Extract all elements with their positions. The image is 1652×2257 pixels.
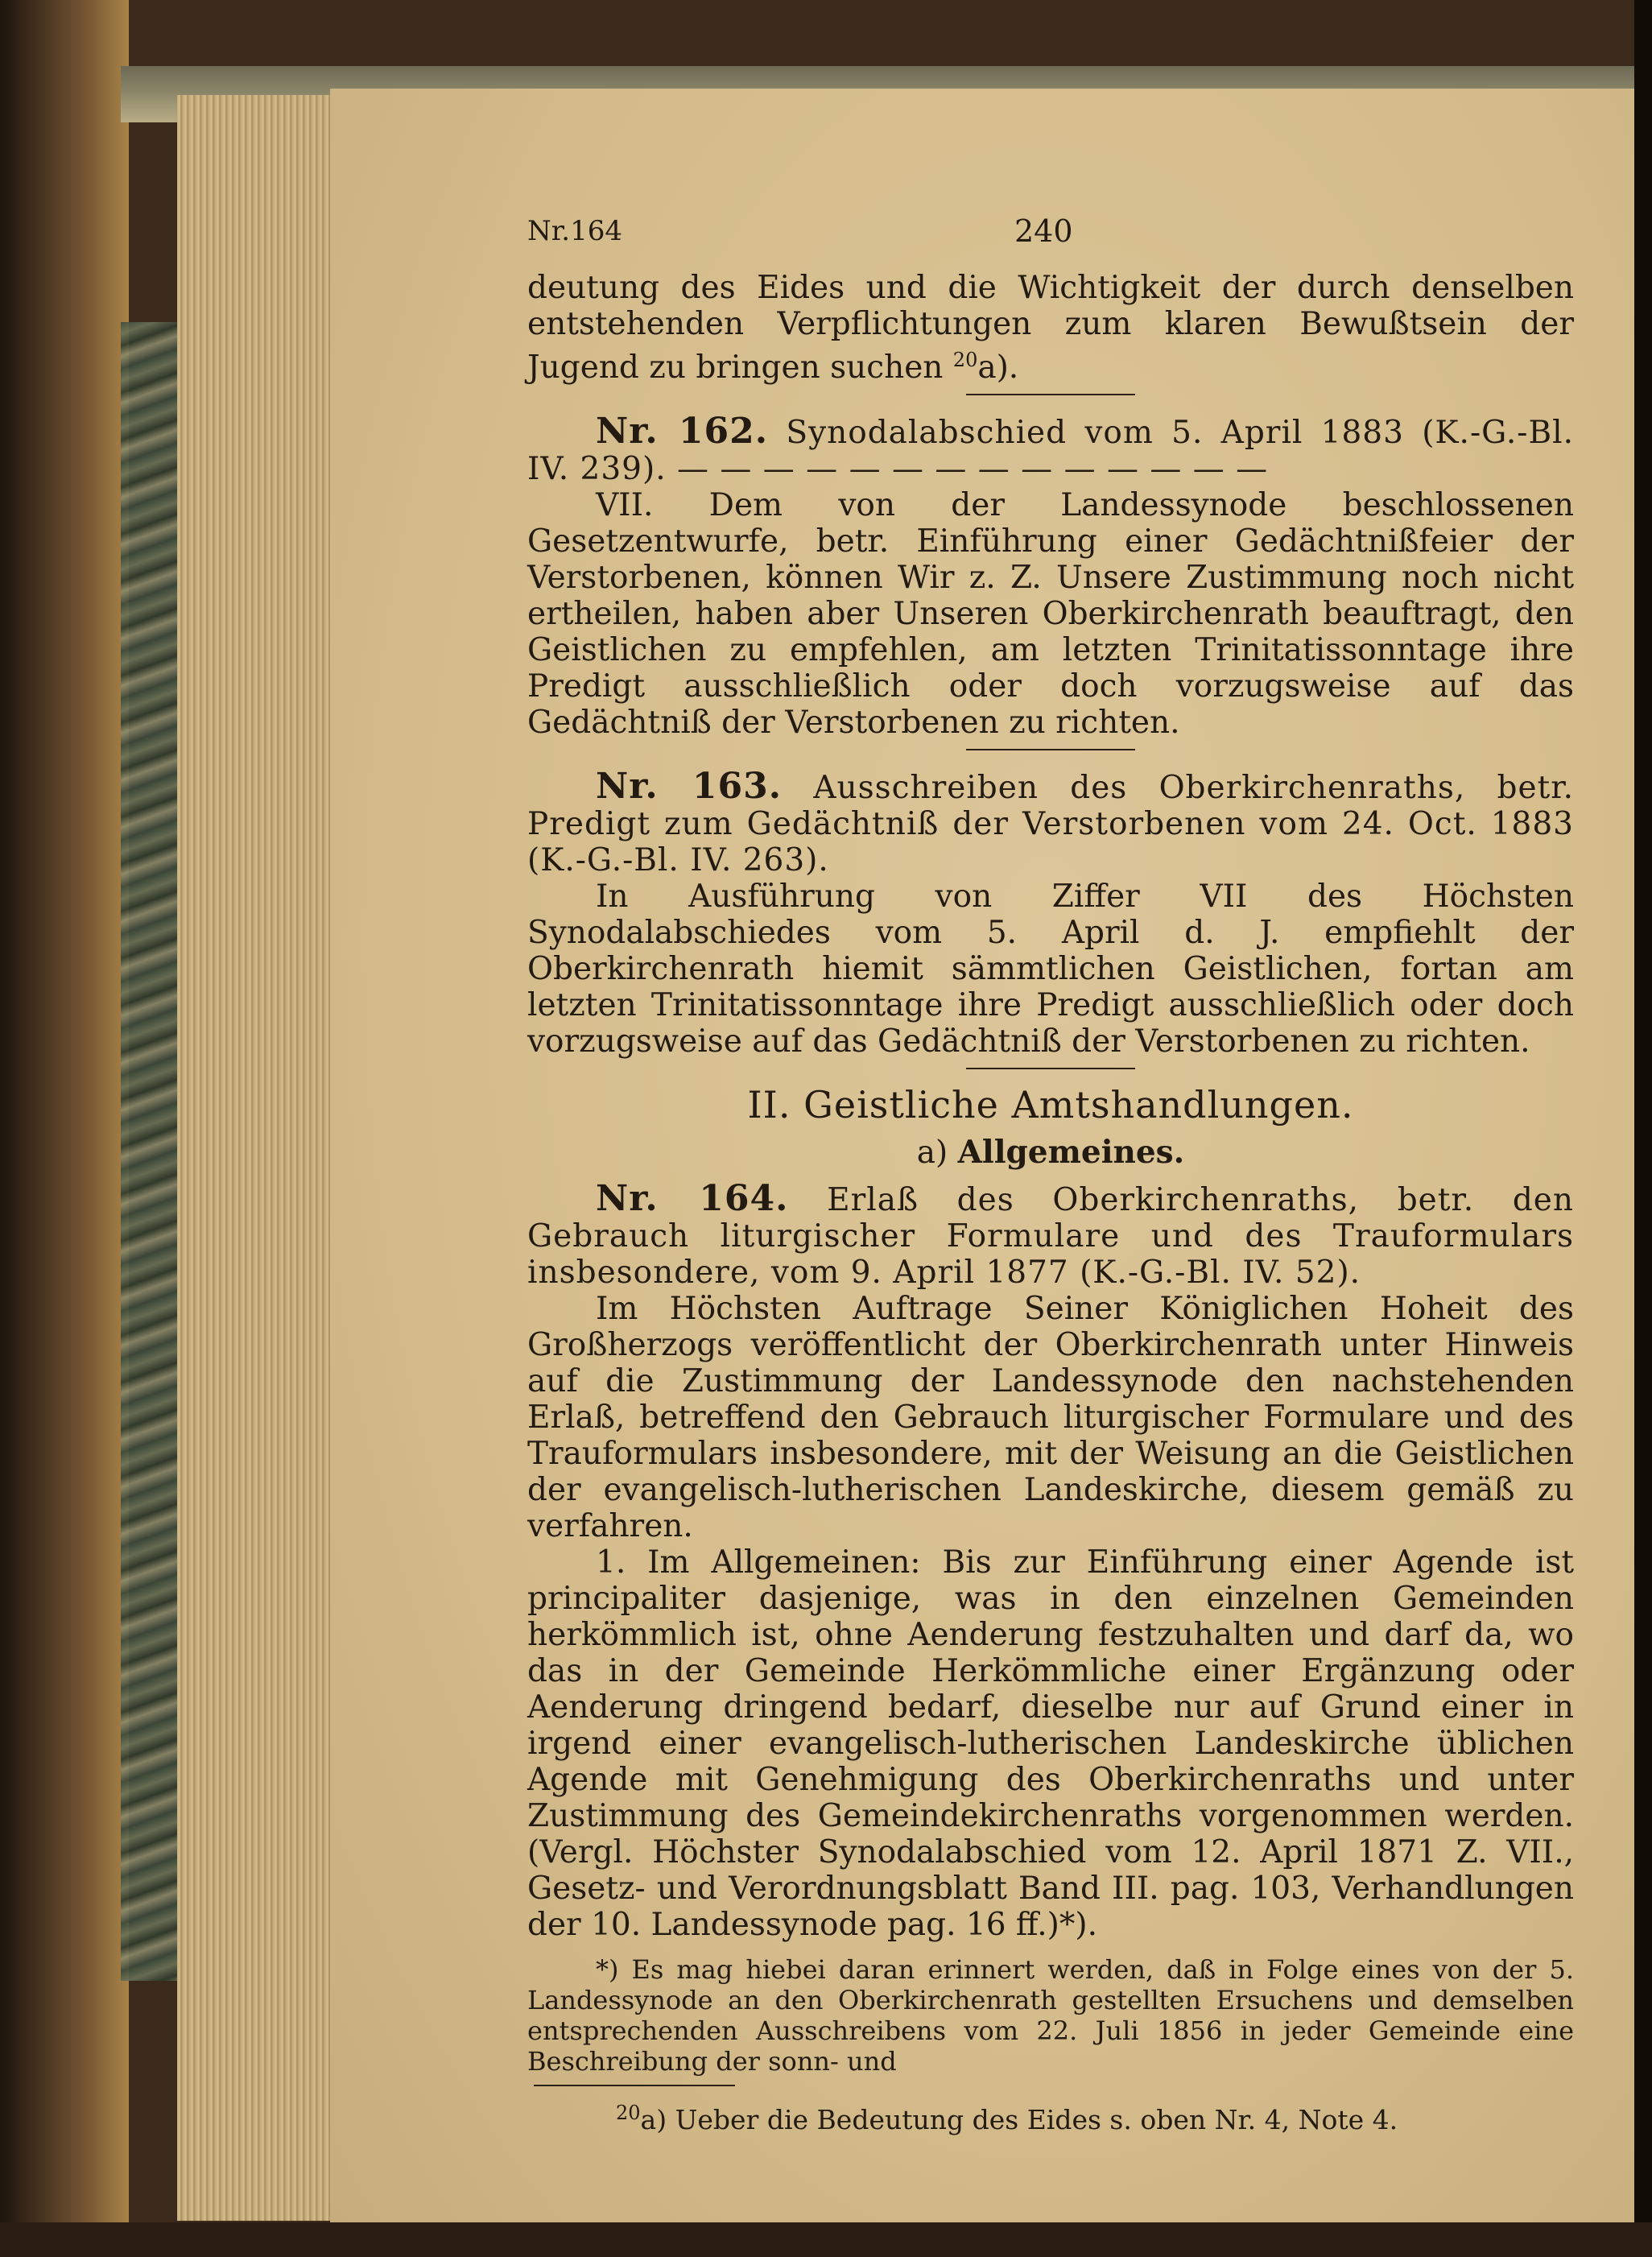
entry-164-number: Nr. 164.: [596, 1178, 789, 1219]
entry-164-title: Nr. 164. Erlaß des Oberkirchenraths, betr. den Gebrauch liturgischer Formulare und des Trauformulars insbesondere, vom 9. April 1877 (K.-G.-Bl. IV. 52).: [527, 1178, 1574, 1291]
entry-162-number: Nr. 162.: [596, 411, 769, 452]
marbled-cover-edge: [121, 322, 177, 1981]
running-head-number: Nr.164: [527, 215, 622, 247]
section-heading: II. Geistliche Amtshandlungen.: [747, 1083, 1354, 1126]
right-shadow: [1634, 0, 1652, 2257]
bottom-shadow: [0, 2222, 1652, 2257]
entry-162-title: Nr. 162. Synodalabschied vom 5. April 1883 (K.-G.-Bl. IV. 239). — — — — — — — — — — — — — —: [527, 411, 1575, 487]
page-edges: [177, 95, 338, 2221]
entry-163-number: Nr. 163.: [596, 766, 783, 807]
entry-164-body-2: 1. Im Allgemeinen: Bis zur Einführung einer Agende ist principaliter dasjenige, was in den einzelnen Gemeinden herkömmlich ist, ohne Aenderung festzuhalten und darf da, wo das in der Gemeinde Herkömmliche einer Ergänzung oder Aenderung dringend bedarf, dieselbe nur auf Grund einer in irgend einer evangelisch-lutherischen Landeskirche üblichen Agende mit Genehmigung des Oberkirchenraths und unter Zustimmung des Gemeindekirchenraths vorgenommen werden. (Vergl. Höchster Synodalabschied vom 12. April 1871 Z. VII., Gesetz- und Verordnungsblatt Band III. pag. 103, Verhandlungen der 10. Landessynode pag. 16 ff.)*).: [527, 1544, 1574, 1943]
subsection-heading: a) Allgemeines.: [916, 1134, 1185, 1171]
footnote-rule: [534, 2085, 735, 2086]
footnote-star: *) Es mag hiebei daran erinnert werden, daß in Folge eines von der 5. Landessynode an den Oberkirchenrath gestellten Ersuchens und demselben entsprechenden Ausschreibens vom 22. Juli 1856 in jeder Gemeinde eine Beschreibung der sonn- und: [527, 1954, 1574, 2077]
entry-162-body: VII. Dem von der Landessynode beschlossenen Gesetzentwurfe, betr. Einführung einer Gedächtnißfeier der Verstorbenen, können Wir z. Z. Unsere Zustimmung noch nicht ertheilen, haben aber Unseren Oberkirchenrath beauftragt, den Geistlichen zu empfehlen, am letzten Trinitatissonntage ihre Predigt ausschließlich oder doch vorzugsweise auf das Gedächtniß der Verstorbenen zu richten.: [527, 487, 1574, 741]
separator-rule: [966, 749, 1135, 750]
separator-rule: [966, 394, 1135, 395]
footnote-20a: $^{20}$a) Ueber die Bedeutung des Eides s. oben Nr. 4, Note 4.: [616, 2102, 1398, 2135]
entry-164-body-1: Im Höchsten Auftrage Seiner Königlichen Hoheit des Großherzogs veröffentlicht der Oberkirchenrath unter Hinweis auf die Zustimmung der Landessynode den nachstehenden Erlaß, betreffend den Gebrauch liturgischer Formulare und des Trauformulars insbesondere, mit der Weisung an die Geistlichen der evangelisch-lutherischen Landeskirche, diesem gemäß zu verfahren.: [527, 1291, 1574, 1544]
page-number: 240: [1014, 213, 1073, 249]
entry-163-body: In Ausführung von Ziffer VII des Höchsten Synodalabschiedes vom 5. April d. J. empfiehlt der Oberkirchenrath hiemit sämmtlichen Geistlichen, fortan am letzten Trinitatissonntage ihre Predigt ausschließlich oder doch vorzugsweise auf das Gedächtniß der Verstorbenen zu richten.: [527, 878, 1574, 1060]
page-header: [527, 213, 1574, 270]
separator-rule: [966, 1068, 1135, 1069]
intro-paragraph: deutung des Eides und die Wichtigkeit der durch denselben entstehenden Verpflichtungen zum klaren Bewußtsein der Jugend zu bringen suchen $^{20}$a).: [527, 270, 1574, 386]
entry-163-title: Nr. 163. Ausschreiben des Oberkirchenraths, betr. Predigt zum Gedächtniß der Verstorbenen vom 24. Oct. 1883 (K.-G.-Bl. IV. 263).: [527, 766, 1574, 878]
footnote-ref: 20: [952, 349, 978, 371]
page-content: [527, 213, 1574, 2135]
book-spine: [0, 0, 129, 2257]
